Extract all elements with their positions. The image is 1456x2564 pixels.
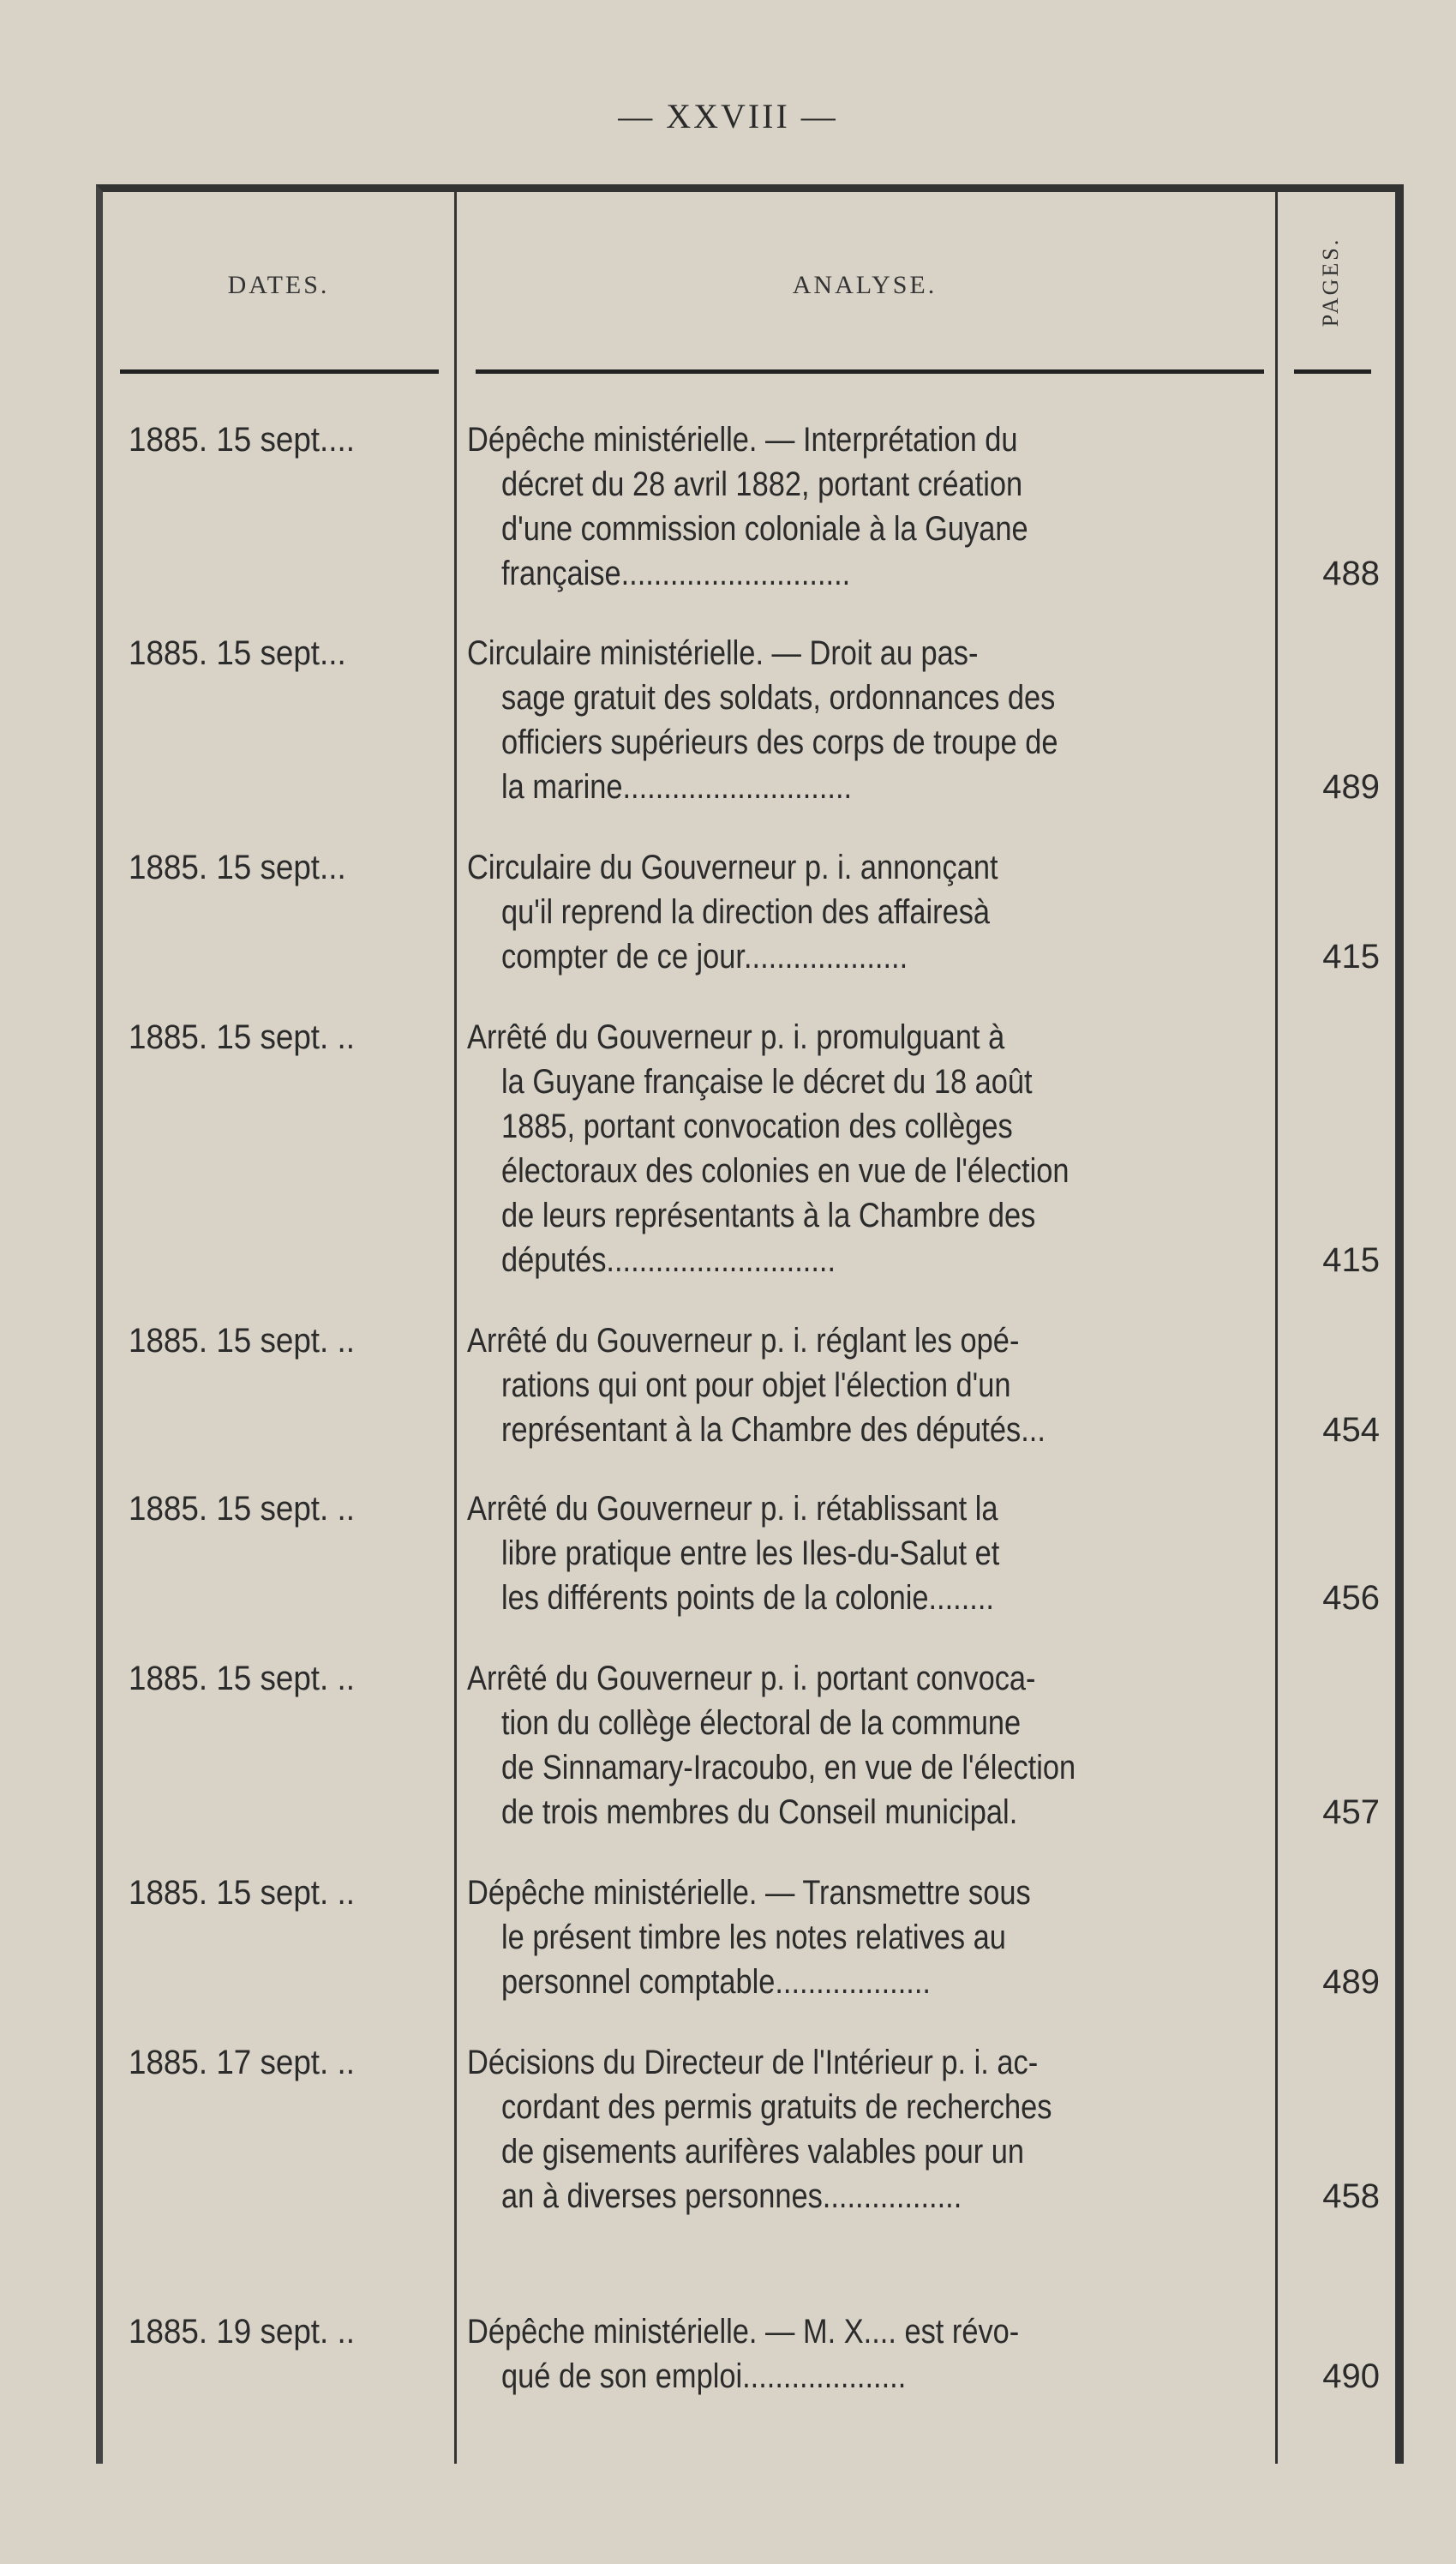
entry-analysis <box>467 1318 1264 1452</box>
entry-page: 415 <box>1322 1241 1380 1279</box>
analysis-line: Dépêche ministérielle. — Transmettre sous <box>467 1874 1031 1912</box>
entry-date: 1885. 15 sept. .. <box>129 1322 355 1360</box>
analysis-line: Circulaire du Gouverneur p. i. annonçant <box>467 849 998 886</box>
entry-date: 1885. 17 sept. .. <box>129 2044 355 2081</box>
table-frame <box>96 184 1404 2464</box>
analysis-line: le présent timbre les notes relatives au <box>501 1918 1006 1956</box>
analysis-line: décret du 28 avril 1882, portant création <box>501 465 1023 503</box>
entry-date: 1885. 15 sept... <box>129 849 346 886</box>
analysis-line: officiers supérieurs des corps de troupe de <box>501 724 1058 761</box>
analysis-line: Arrêté du Gouverneur p. i. réglant les opé- <box>467 1322 1020 1360</box>
analysis-line: 1885, portant convocation des collèges <box>501 1108 1013 1145</box>
entry-page: 454 <box>1322 1411 1380 1449</box>
analysis-line: compter de ce jour.................... <box>501 938 908 976</box>
analysis-line: représentant à la Chambre des députés... <box>501 1411 1046 1449</box>
pages-header-label: PAGES. <box>1318 237 1343 327</box>
analysis-line: députés............................ <box>501 1241 836 1279</box>
entry-page: 489 <box>1322 768 1380 806</box>
entry-date: 1885. 15 sept. .. <box>129 1018 355 1056</box>
entry-date: 1885. 15 sept.... <box>129 421 355 459</box>
analysis-line: personnel comptable................... <box>501 1963 931 2001</box>
column-divider <box>454 192 457 2464</box>
entry-analysis <box>467 1486 1264 1620</box>
analysis-line: Arrêté du Gouverneur p. i. portant convoca- <box>467 1660 1036 1697</box>
analysis-line: an à diverses personnes................. <box>501 2177 962 2215</box>
column-header-pages <box>1275 192 1387 372</box>
analysis-line: de leurs représentants à la Chambre des <box>501 1197 1036 1234</box>
dates-header-label: DATES. <box>227 271 330 299</box>
entry-analysis <box>467 1870 1264 2004</box>
entry-analysis <box>467 845 1264 979</box>
analysis-line: Décisions du Directeur de l'Intérieur p. i. ac- <box>467 2044 1039 2081</box>
entry-date: 1885. 15 sept. .. <box>129 1874 355 1912</box>
analysis-line: Circulaire ministérielle. — Droit au pas- <box>467 634 979 672</box>
analysis-line: la marine............................ <box>501 768 853 806</box>
entry-analysis <box>467 2040 1264 2219</box>
analysis-line: la Guyane française le décret du 18 août <box>501 1063 1033 1101</box>
analysis-line: qué de son emploi.................... <box>501 2357 907 2395</box>
entry-analysis <box>467 417 1264 596</box>
entry-date: 1885. 15 sept. .. <box>129 1490 355 1528</box>
entry-page: 489 <box>1322 1963 1380 2001</box>
entry-page: 456 <box>1322 1579 1380 1617</box>
entry-page: 488 <box>1322 555 1380 592</box>
entry-date: 1885. 15 sept... <box>129 634 346 672</box>
header-rule <box>1294 369 1371 374</box>
analysis-line: Arrêté du Gouverneur p. i. promulguant à <box>467 1018 1005 1056</box>
analysis-line: rations qui ont pour objet l'élection d'un <box>501 1366 1011 1404</box>
entry-date: 1885. 15 sept. .. <box>129 1660 355 1697</box>
analysis-line: qu'il reprend la direction des affairesà <box>501 893 991 931</box>
analysis-line: de gisements aurifères valables pour un <box>501 2133 1024 2171</box>
analysis-line: les différents points de la colonie........ <box>501 1579 994 1617</box>
entry-page: 415 <box>1322 938 1380 976</box>
entry-analysis <box>467 1656 1264 1834</box>
analysis-line: Arrêté du Gouverneur p. i. rétablissant la <box>467 1490 998 1528</box>
header-rule <box>120 369 439 374</box>
entry-page: 457 <box>1322 1793 1380 1831</box>
entry-date: 1885. 19 sept. .. <box>129 2313 355 2351</box>
entry-page: 490 <box>1322 2357 1380 2395</box>
analysis-line: d'une commission coloniale à la Guyane <box>501 510 1028 548</box>
header-rule <box>476 369 1264 374</box>
entry-analysis <box>467 1015 1264 1282</box>
analysis-line: sage gratuit des soldats, ordonnances des <box>501 679 1056 717</box>
analysis-line: française............................ <box>501 555 851 592</box>
analysis-line: tion du collège électoral de la commune <box>501 1704 1022 1742</box>
column-header-dates <box>103 192 454 372</box>
analysis-line: cordant des permis gratuits de recherches <box>501 2088 1052 2126</box>
analysis-line: électoraux des colonies en vue de l'élection <box>501 1152 1070 1190</box>
analysis-line: Dépêche ministérielle. — M. X.... est révo- <box>467 2313 1020 2351</box>
column-divider <box>1275 192 1278 2464</box>
page-number: — XXVIII — <box>618 97 838 135</box>
analysis-line: Dépêche ministérielle. — Interprétation du <box>467 421 1018 459</box>
analysis-line: de Sinnamary-Iracoubo, en vue de l'élection <box>501 1749 1076 1786</box>
entry-page: 458 <box>1322 2177 1380 2215</box>
entry-analysis <box>467 2309 1264 2399</box>
analysis-line: libre pratique entre les Iles-du-Salut et <box>501 1534 1000 1572</box>
column-header-analyse <box>454 192 1275 372</box>
entry-analysis <box>467 631 1264 809</box>
analysis-line: de trois membres du Conseil municipal. <box>501 1793 1018 1831</box>
analyse-header-label: ANALYSE. <box>792 271 938 299</box>
